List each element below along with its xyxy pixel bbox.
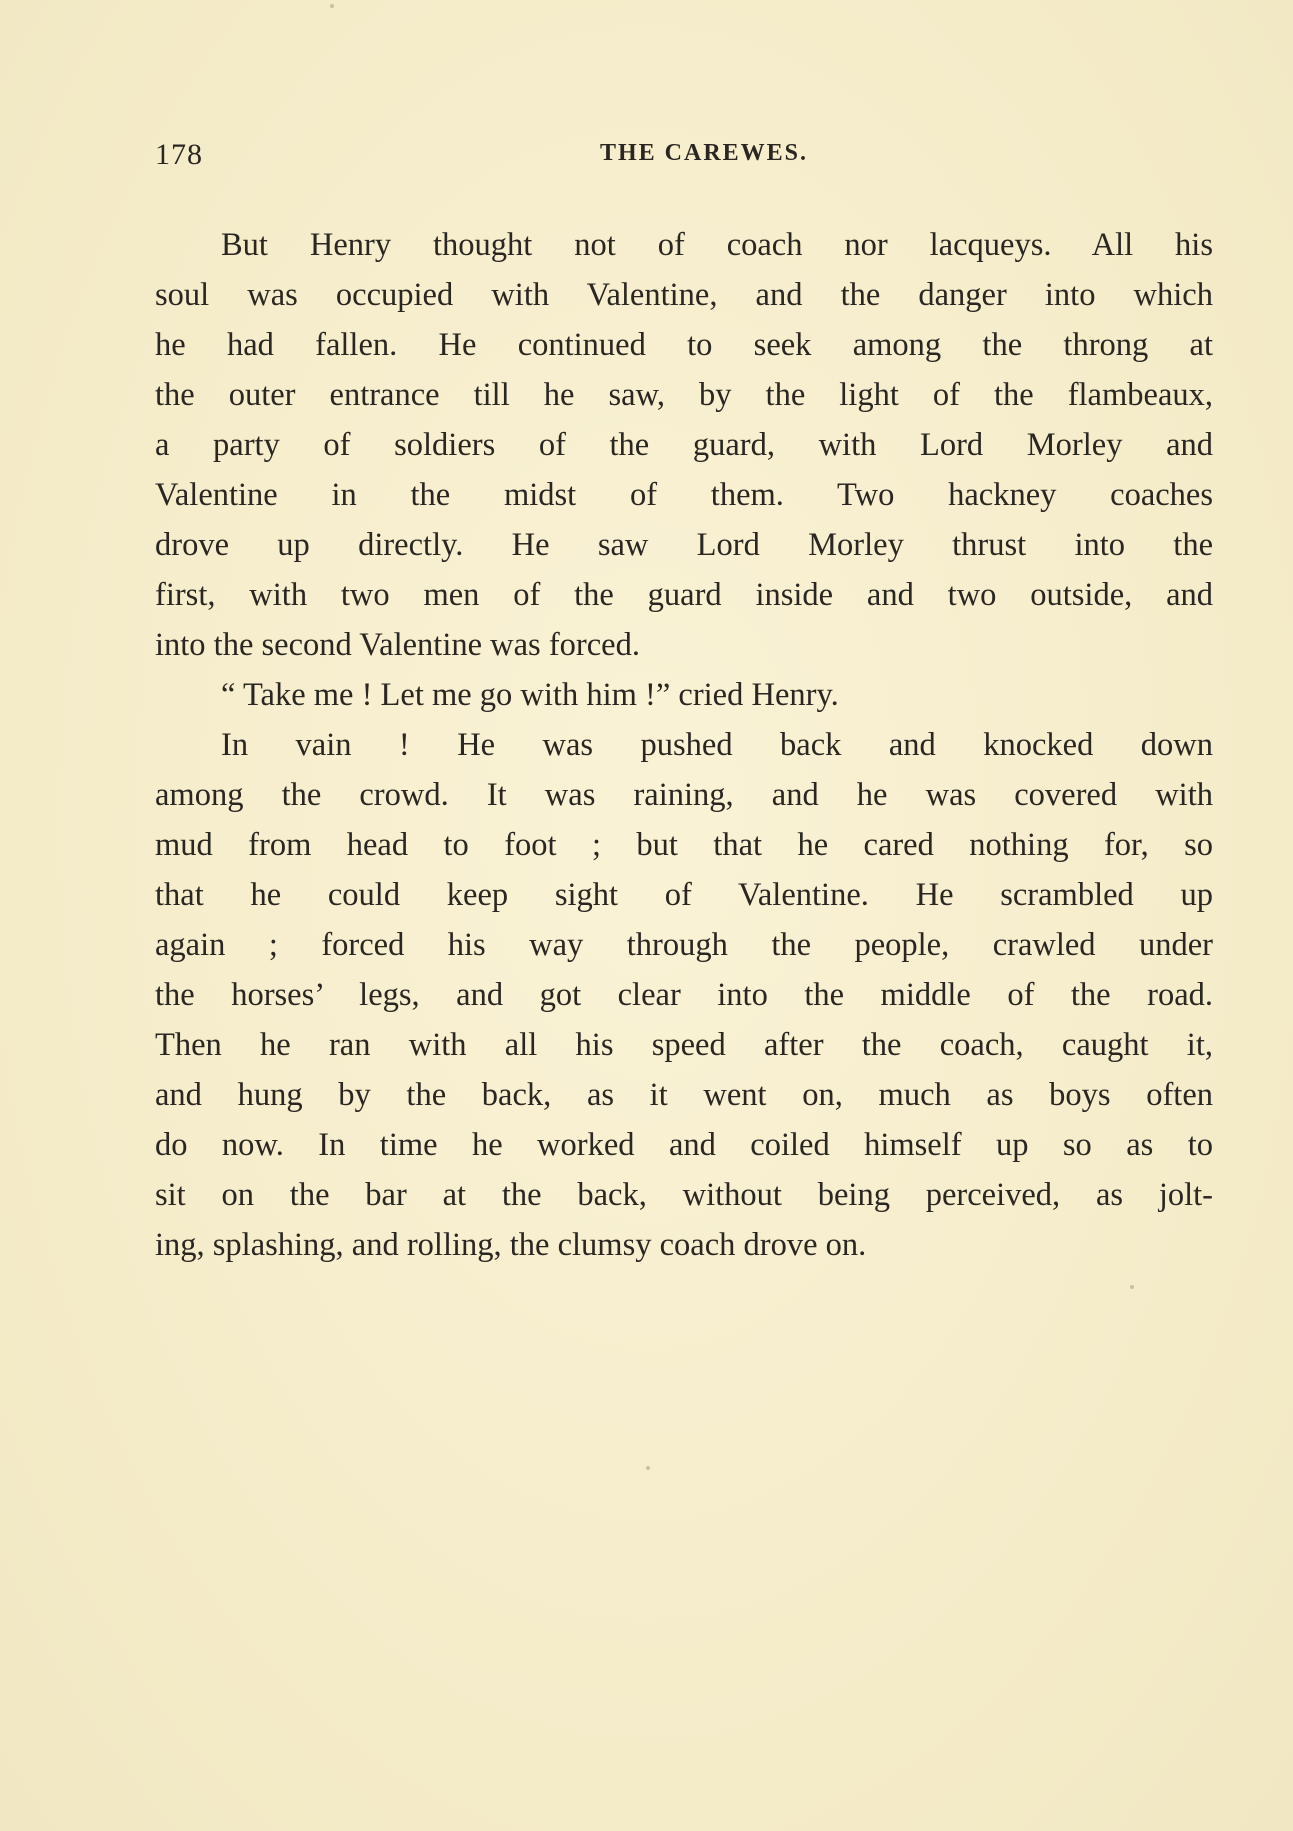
text-line: Valentine in the midst of them. Two hackney coaches	[155, 477, 1213, 513]
text-line: drove up directly. He saw Lord Morley thrust into the	[155, 527, 1213, 563]
text-line: into the second Valentine was forced.	[155, 627, 640, 663]
text-line: among the crowd. It was raining, and he was covered with	[155, 777, 1213, 813]
text-line: do now. In time he worked and coiled himself up so as to	[155, 1127, 1213, 1163]
text-line: the outer entrance till he saw, by the light of the flambeaux,	[155, 377, 1213, 413]
text-line: soul was occupied with Valentine, and the danger into which	[155, 277, 1213, 313]
page-number: 178	[155, 138, 203, 171]
body-text	[155, 220, 1213, 1270]
text-line: Then he ran with all his speed after the coach, caught it,	[155, 1027, 1213, 1063]
text-line: and hung by the back, as it went on, much as boys often	[155, 1077, 1213, 1113]
text-line: that he could keep sight of Valentine. He scrambled up	[155, 877, 1213, 913]
text-line: sit on the bar at the back, without being perceived, as jolt-	[155, 1177, 1213, 1213]
text-line: he had fallen. He continued to seek among the throng at	[155, 327, 1213, 363]
paper-speck	[330, 4, 334, 8]
text-line: But Henry thought not of coach nor lacqueys. All his	[221, 227, 1213, 263]
text-line: ing, splashing, and rolling, the clumsy coach drove on.	[155, 1227, 867, 1263]
text-line: “ Take me ! Let me go with him !” cried Henry.	[221, 677, 839, 713]
page-header	[155, 138, 1213, 178]
text-line: a party of soldiers of the guard, with Lord Morley and	[155, 427, 1213, 463]
text-line: again ; forced his way through the people, crawled under	[155, 927, 1213, 963]
text-line: mud from head to foot ; but that he cared nothing for, so	[155, 827, 1213, 863]
text-line: the horses’ legs, and got clear into the middle of the road.	[155, 977, 1213, 1013]
running-title: THE CAREWES.	[599, 140, 809, 166]
text-line: In vain ! He was pushed back and knocked down	[221, 727, 1213, 763]
paper-speck	[646, 1466, 650, 1470]
text-line: first, with two men of the guard inside and two outside, and	[155, 577, 1213, 613]
paper-speck	[1130, 1285, 1134, 1289]
